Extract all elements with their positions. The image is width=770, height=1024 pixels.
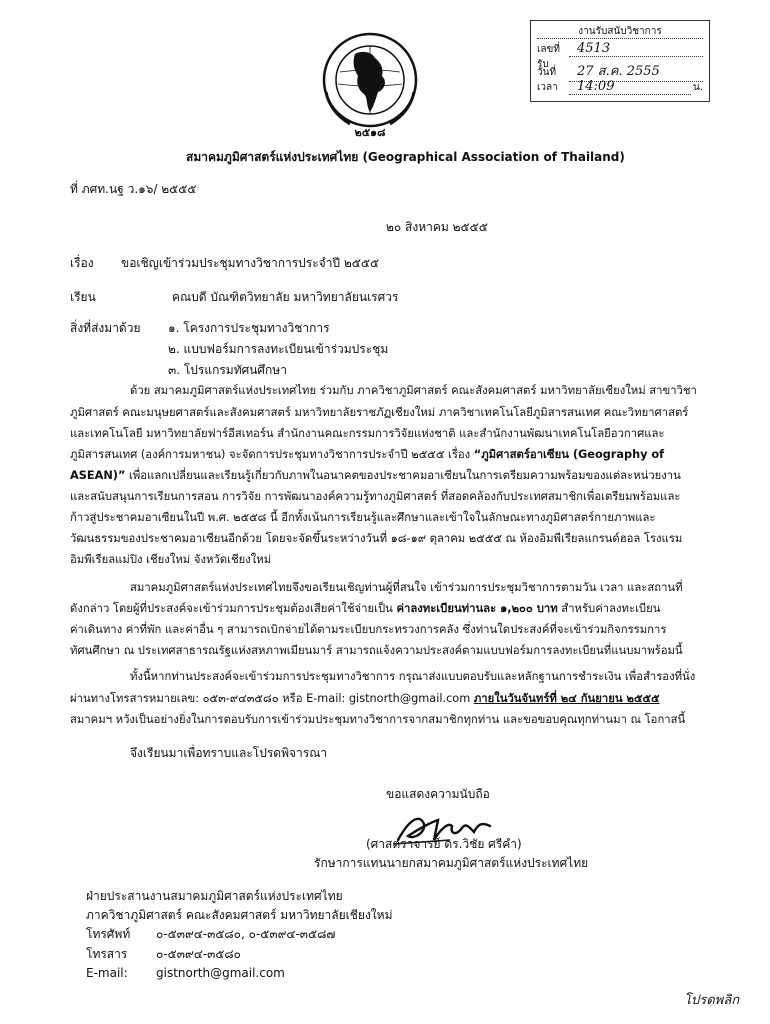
paragraph-line: และสนับสนุนการเรียนการสอน การวิจัย การพัฒนาองค์ความรู้ทางภูมิศาสตร์ ที่สอดคล้องกับประเทศสมาชิกเพื่อเตรียมพร้อมและ bbox=[70, 490, 681, 503]
enclosures-label: สิ่งที่ส่งมาด้วย bbox=[70, 321, 141, 335]
stamp-label: วันที่ bbox=[537, 67, 557, 78]
signer-title: รักษาการแทนนายกสมาคมภูมิศาสตร์แห่งประเทศไทย bbox=[314, 856, 589, 870]
fax-label: โทรสาร bbox=[86, 947, 128, 961]
signer-name: (ศาสตราจารย์ ดร.วิชัย ศรีคำ) bbox=[366, 837, 522, 851]
paragraph-line: ด้วย สมาคมภูมิศาสตร์แห่งประเทศไทย ร่วมกับ ภาควิชาภูมิศาสตร์ คณะสังคมศาสตร์ มหาวิทยาลัยเชียงใหม่ สาขาวิชา bbox=[130, 384, 697, 397]
paragraph-line bbox=[70, 465, 681, 486]
paragraph-line: ภูมิศาสตร์ คณะมนุษยศาสตร์และสังคมศาสตร์ มหาวิทยาลัยราชภัฏเชียงใหม่ ภาควิชาเทคโนโลยีภูมิสารสนเทศ คณะวิทยาศาสตร์ bbox=[70, 406, 689, 419]
stamp-header: งานรับสนับวิชาการ bbox=[537, 24, 703, 39]
stamp-value: 14:09 bbox=[569, 79, 691, 95]
paragraph-line: ค่าเดินทาง ค่าที่พัก และค่าอื่น ๆ สามารถเบิกจ่ายได้ตามระเบียบกระทรวงการคลัง ซึ่งท่านใดประสงค์ที่จะเข้าร่วมกิจกรรมการ bbox=[70, 623, 667, 636]
footer-office: ฝ่ายประสานงานสมาคมภูมิศาสตร์แห่งประเทศไทย bbox=[86, 889, 343, 903]
letter-date: ๒๐ สิงหาคม ๒๕๕๕ bbox=[386, 220, 488, 234]
paragraph-line: ทั้งนี้หากท่านประสงค์จะเข้าร่วมการประชุมทางวิชาการ กรุณาส่งแบบตอบรับและหลักฐานการชำระเงิน เพื่อสำรองที่นั่ง bbox=[130, 670, 696, 683]
stamp-row-time bbox=[537, 79, 703, 98]
stamp-row-number bbox=[537, 41, 703, 70]
handwritten-note: โปรดพลิก bbox=[684, 993, 740, 1008]
enclosure-item: ๒. แบบฟอร์มการลงทะเบียนเข้าร่วมประชุม bbox=[168, 342, 389, 356]
stamp-label: เวลา bbox=[537, 82, 558, 93]
paragraph-text: ภูมิสารสนเทศ (องค์การมหาชน) จะจัดการประชุมทางวิชาการประจำปี ๒๕๕๕ เรื่อง bbox=[70, 448, 474, 461]
org-name: สมาคมภูมิศาสตร์แห่งประเทศไทย (Geographical Association of Thailand) bbox=[186, 150, 625, 164]
registration-fee: ค่าลงทะเบียนท่านละ ๑,๒๐๐ บาท bbox=[396, 602, 558, 615]
paragraph-line: สมาคมภูมิศาสตร์แห่งประเทศไทยจึงขอเรียนเชิญท่านผู้ที่สนใจ เข้าร่วมการประชุมวิชาการตามวัน เวลา และสถานที่ bbox=[130, 581, 683, 594]
to-text: คณบดี บัณฑิตวิทยาลัย มหาวิทยาลัยนเรศวร bbox=[172, 290, 399, 304]
paragraph-line bbox=[70, 444, 664, 465]
email-label: E-mail: bbox=[86, 966, 128, 980]
svg-text:๒๕๑๘: ๒๕๑๘ bbox=[354, 126, 386, 139]
to-label: เรียน bbox=[70, 290, 96, 304]
footer-dept: ภาควิชาภูมิศาสตร์ คณะสังคมศาสตร์ มหาวิทยาลัยเชียงใหม่ bbox=[86, 908, 393, 922]
phone-label: โทรศัพท์ bbox=[86, 927, 131, 941]
paragraph-line bbox=[70, 688, 660, 709]
enclosure-item: ๑. โครงการประชุมทางวิชาการ bbox=[168, 321, 330, 335]
email-value: gistnorth@gmail.com bbox=[156, 966, 285, 980]
paragraph-line: วัฒนธรรมของประชาคมอาเซียนอีกด้วย โดยจะจัดขึ้นระหว่างวันที่ ๑๘-๑๙ ตุลาคม ๒๕๕๕ ณ ห้องอิมพีเรียลแกรนด์ฮอล โรงแรม bbox=[70, 532, 683, 545]
paragraph-line bbox=[70, 598, 660, 619]
stamp-value: 27 ส.ค. 2555 bbox=[569, 60, 703, 82]
paragraph-line: อิมพีเรียลแม่ปิง เชียงใหม่ จังหวัดเชียงใหม่ bbox=[70, 553, 272, 566]
paragraph-text: เพื่อแลกเปลี่ยนและเรียนรู้เกี่ยวกับภาพในอนาคตของประชาคมอาเซียนในการเตรียมความพร้อมของแต่ละหน่วยงาน bbox=[125, 469, 681, 482]
paragraph-text: ผ่านทางโทรสารหมายเลข: ๐๕๓-๙๔๓๕๘๐ หรือ E-mail: gistnorth@gmail.com bbox=[70, 692, 474, 705]
conference-title: “ภูมิศาสตร์อาเซียน (Geography of bbox=[473, 448, 665, 461]
stamp-value: 4513 bbox=[569, 41, 703, 57]
paragraph-text: สำหรับค่าลงทะเบียน bbox=[557, 602, 661, 615]
phone-value: ๐-๕๓๙๔-๓๕๘๐, ๐-๕๓๙๔-๓๕๘๗ bbox=[156, 927, 336, 941]
conference-title: ASEAN)” bbox=[70, 469, 126, 482]
fax-value: ๐-๕๓๙๔-๓๕๘๐ bbox=[156, 947, 242, 961]
stamp-suffix: น. bbox=[692, 82, 703, 93]
closing-text: จึงเรียนมาเพื่อทราบและโปรดพิจารณา bbox=[130, 746, 328, 760]
deadline-text: ภายในวันจันทร์ที่ ๒๔ กันยายน ๒๕๕๕ bbox=[473, 692, 660, 705]
reference-number: ที่ ภศท.นฐ ว.๑๖/ ๒๕๕๕ bbox=[70, 182, 197, 196]
enclosure-item: ๓. โปรแกรมทัศนศึกษา bbox=[168, 363, 287, 377]
subject-label: เรื่อง bbox=[70, 256, 94, 270]
stamp-label: เลขที่รับ bbox=[537, 44, 560, 70]
paragraph-line: และเทคโนโลยี มหาวิทยาลัยฟาร์อีสเทอร์น สำนักงานคณะกรรมการวิจัยแห่งชาติ และสำนักงานพัฒนาเทคโนโลยีอวกาศและ bbox=[70, 427, 665, 440]
association-seal bbox=[300, 32, 440, 144]
paragraph-text: ดังกล่าว โดยผู้ที่ประสงค์จะเข้าร่วมการประชุมต้องเสียค่าใช้จ่ายเป็น bbox=[70, 602, 397, 615]
regards-text: ขอแสดงความนับถือ bbox=[386, 787, 490, 801]
paragraph-line: สมาคมฯ หวังเป็นอย่างยิ่งในการตอบรับการเข้าร่วมประชุมทางวิชาการจากสมาชิกทุกท่าน และขอขอบคุณทุกท่านมา ณ โอกาสนี้ bbox=[70, 713, 686, 726]
subject-text: ขอเชิญเข้าร่วมประชุมทางวิชาการประจำปี ๒๕๕๕ bbox=[121, 256, 380, 270]
paragraph-line: ทัศนศึกษา ณ ประเทศสาธารณรัฐแห่งสหภาพเมียนมาร์ สามารถแจ้งความประสงค์ตามแบบฟอร์มการลงทะเบียนที่แนบมาพร้อมนี้ bbox=[70, 644, 683, 657]
receipt-stamp bbox=[530, 20, 710, 102]
paragraph-line: ก้าวสู่ประชาคมอาเซียนในปี พ.ศ. ๒๕๕๘ นี้ อีกทั้งเน้นการเรียนรู้และศึกษาและเข้าใจในลักษณะทางภูมิศาสตร์กายภาพและ bbox=[70, 511, 656, 524]
